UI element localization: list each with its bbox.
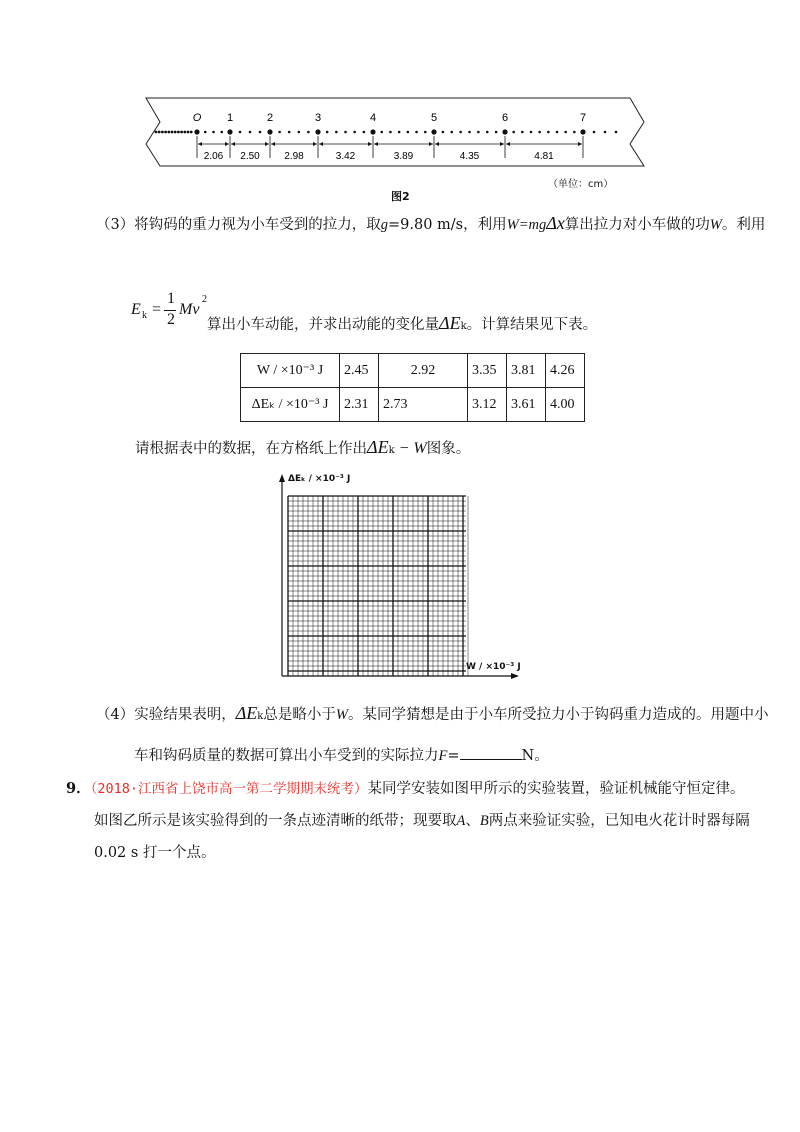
tape-point-label: O bbox=[192, 112, 202, 124]
tape-count-point bbox=[431, 129, 436, 134]
tape-dot-small bbox=[249, 131, 252, 134]
tape-dot-small bbox=[512, 131, 515, 134]
tape-point-label: 5 bbox=[430, 112, 438, 124]
tape-dot-small bbox=[521, 131, 524, 134]
q3-line1: （3）将钩码的重力视为小车受到的拉力，取g=9.80 m/s，利用W=mgΔx算出拉力对小车做的功W。利用 bbox=[96, 213, 766, 233]
dimension-arrow bbox=[374, 142, 378, 146]
tape-dot-small bbox=[564, 131, 567, 134]
figure-caption: 图2 bbox=[391, 190, 410, 203]
tape-dot-small bbox=[307, 131, 310, 134]
dimension-arrow bbox=[500, 142, 504, 146]
tape-dot-small bbox=[212, 131, 215, 134]
q3-line3: 请根据表中的数据，在方格纸上作出ΔEk − W图象。 bbox=[135, 437, 471, 457]
tape-count-point bbox=[267, 129, 272, 134]
tape-dot-small bbox=[380, 131, 383, 134]
tape-count-point bbox=[227, 129, 232, 134]
tape-dot-small bbox=[398, 131, 401, 134]
tape-point-labels bbox=[193, 112, 586, 124]
table-row-work: W / ×10⁻³ J 2.45 2.92 3.35 3.81 4.26 bbox=[241, 354, 585, 388]
tape-count-point bbox=[502, 129, 507, 134]
tape-dot-small bbox=[477, 131, 480, 134]
dimension-arrow bbox=[506, 142, 510, 146]
tape-dot-small bbox=[187, 131, 190, 134]
tape-dot-small bbox=[389, 131, 392, 134]
segment-length-label: 3.89 bbox=[393, 151, 414, 162]
graph-grid bbox=[288, 496, 468, 676]
kinetic-energy-formula: E k = 1 2 Mv 2 bbox=[131, 290, 207, 328]
tape-dot-small bbox=[220, 131, 223, 134]
tape-dot-small bbox=[335, 131, 338, 134]
results-table bbox=[240, 353, 585, 422]
tape-dot-small bbox=[288, 131, 291, 134]
tape-dot-small bbox=[547, 131, 550, 134]
q4-line1: （4）实验结果表明，ΔEk总是略小于W。某同学猜想是由于小车所受拉力小于钩码重力造成的。用题中小 bbox=[96, 703, 769, 723]
dimension-arrow bbox=[578, 142, 582, 146]
tape-dot-small bbox=[171, 131, 174, 134]
tape-dot-small bbox=[604, 131, 607, 134]
grid-x-label: W / ×10⁻³ J bbox=[466, 662, 521, 672]
y-axis-arrow bbox=[279, 474, 285, 482]
tape-dots bbox=[155, 129, 618, 134]
segment-length-label: 2.06 bbox=[203, 151, 224, 162]
tape-dot-small bbox=[530, 131, 533, 134]
tape-dot-small bbox=[167, 131, 170, 134]
tape-unit-note: （单位：cm） bbox=[548, 179, 614, 190]
tape-dot-small bbox=[615, 131, 618, 134]
tape-dot-small bbox=[363, 131, 366, 134]
segment-length-label: 2.98 bbox=[284, 151, 304, 162]
dimension-arrow bbox=[198, 142, 202, 146]
row-header-w: W / ×10⁻³ J bbox=[241, 354, 340, 388]
dimension-arrow bbox=[435, 142, 439, 146]
tape-dot-small bbox=[424, 131, 427, 134]
tape-dot-small bbox=[161, 131, 164, 134]
graph-paper bbox=[270, 470, 520, 680]
tape-dot-small bbox=[298, 131, 301, 134]
tape-point-label: 2 bbox=[266, 112, 274, 124]
tape-dot-small bbox=[442, 131, 445, 134]
tape-dot-small bbox=[183, 131, 186, 134]
tape-dot-small bbox=[326, 131, 329, 134]
question-source: （2018·江西省上饶市高一第二学期期末统考） bbox=[90, 781, 368, 797]
tape-dot-small bbox=[180, 131, 183, 134]
tape-point-label: 7 bbox=[579, 112, 587, 124]
dimension-arrow bbox=[429, 142, 433, 146]
tape-dot-small bbox=[353, 131, 356, 134]
tape-dot-small bbox=[177, 131, 180, 134]
tape-count-point bbox=[370, 129, 375, 134]
tape-dimension-lines bbox=[197, 136, 583, 162]
tape-dot-small bbox=[495, 131, 498, 134]
q4-line2: 车和钩码质量的数据可算出小车受到的实际拉力F= N。 bbox=[134, 745, 549, 766]
tape-dot-small bbox=[204, 131, 207, 134]
tape-dot-small bbox=[239, 131, 242, 134]
tape-dot-small bbox=[164, 131, 167, 134]
segment-length-label: 3.42 bbox=[335, 151, 356, 162]
dimension-arrow bbox=[265, 142, 269, 146]
segment-length-label: 4.35 bbox=[459, 151, 480, 162]
tape-dot-small bbox=[486, 131, 489, 134]
q3-line2: 算出小车动能，并求出动能的变化量ΔEk。计算结果见下表。 bbox=[207, 313, 598, 333]
tape-dot-small bbox=[174, 131, 177, 134]
tape-dot-small bbox=[593, 131, 596, 134]
dimension-arrow bbox=[313, 142, 317, 146]
dimension-arrow bbox=[225, 142, 229, 146]
grid-y-label: ΔEₖ / ×10⁻³ J bbox=[288, 474, 351, 484]
tape-dot-small bbox=[468, 131, 471, 134]
tape-dot-small bbox=[259, 131, 262, 134]
tape-dot-small bbox=[538, 131, 541, 134]
q9-line2: 如图乙所示是该实验得到的一条点迹清晰的纸带；现要取A、B两点来验证实验，已知电火花计时器每隔 bbox=[94, 813, 750, 829]
tape-point-label: 1 bbox=[226, 112, 234, 124]
segment-length-label: 4.81 bbox=[534, 151, 554, 162]
tape-count-point bbox=[194, 129, 199, 134]
dimension-arrow bbox=[271, 142, 275, 146]
tape-dot-small bbox=[415, 131, 418, 134]
dimension-arrow bbox=[319, 142, 323, 146]
tape-point-label: 4 bbox=[369, 112, 377, 124]
q9-line1: 9．（2018·江西省上饶市高一第二学期期末统考）某同学安装如图甲所示的实验装置，验证机械能守恒定律。 bbox=[66, 780, 745, 797]
tape-dot-small bbox=[344, 131, 347, 134]
tape-dot-small bbox=[459, 131, 462, 134]
tape-count-point bbox=[315, 129, 320, 134]
tape-dot-small bbox=[407, 131, 410, 134]
tape-point-label: 6 bbox=[501, 112, 509, 124]
q9-line3: 0.02 s 打一个点。 bbox=[94, 845, 216, 861]
tape-dot-small bbox=[278, 131, 281, 134]
segment-length-label: 2.50 bbox=[240, 151, 260, 162]
tape-point-label: 3 bbox=[314, 112, 322, 124]
x-axis-arrow bbox=[511, 673, 519, 679]
tape-dot-small bbox=[450, 131, 453, 134]
tape-count-point bbox=[580, 129, 585, 134]
dimension-arrow bbox=[231, 142, 235, 146]
tape-dot-small bbox=[158, 131, 161, 134]
tape-dot-small bbox=[190, 131, 193, 134]
answer-blank[interactable] bbox=[460, 745, 522, 760]
row-header-dek: ΔEₖ / ×10⁻³ J bbox=[241, 388, 340, 422]
tape-dot-small bbox=[556, 131, 559, 134]
tape-dot-small bbox=[573, 131, 576, 134]
tape-dot-small bbox=[155, 131, 158, 134]
table-row-energy: ΔEₖ / ×10⁻³ J 2.31 2.73 3.12 3.61 4.00 bbox=[241, 388, 585, 422]
dimension-arrow bbox=[368, 142, 372, 146]
